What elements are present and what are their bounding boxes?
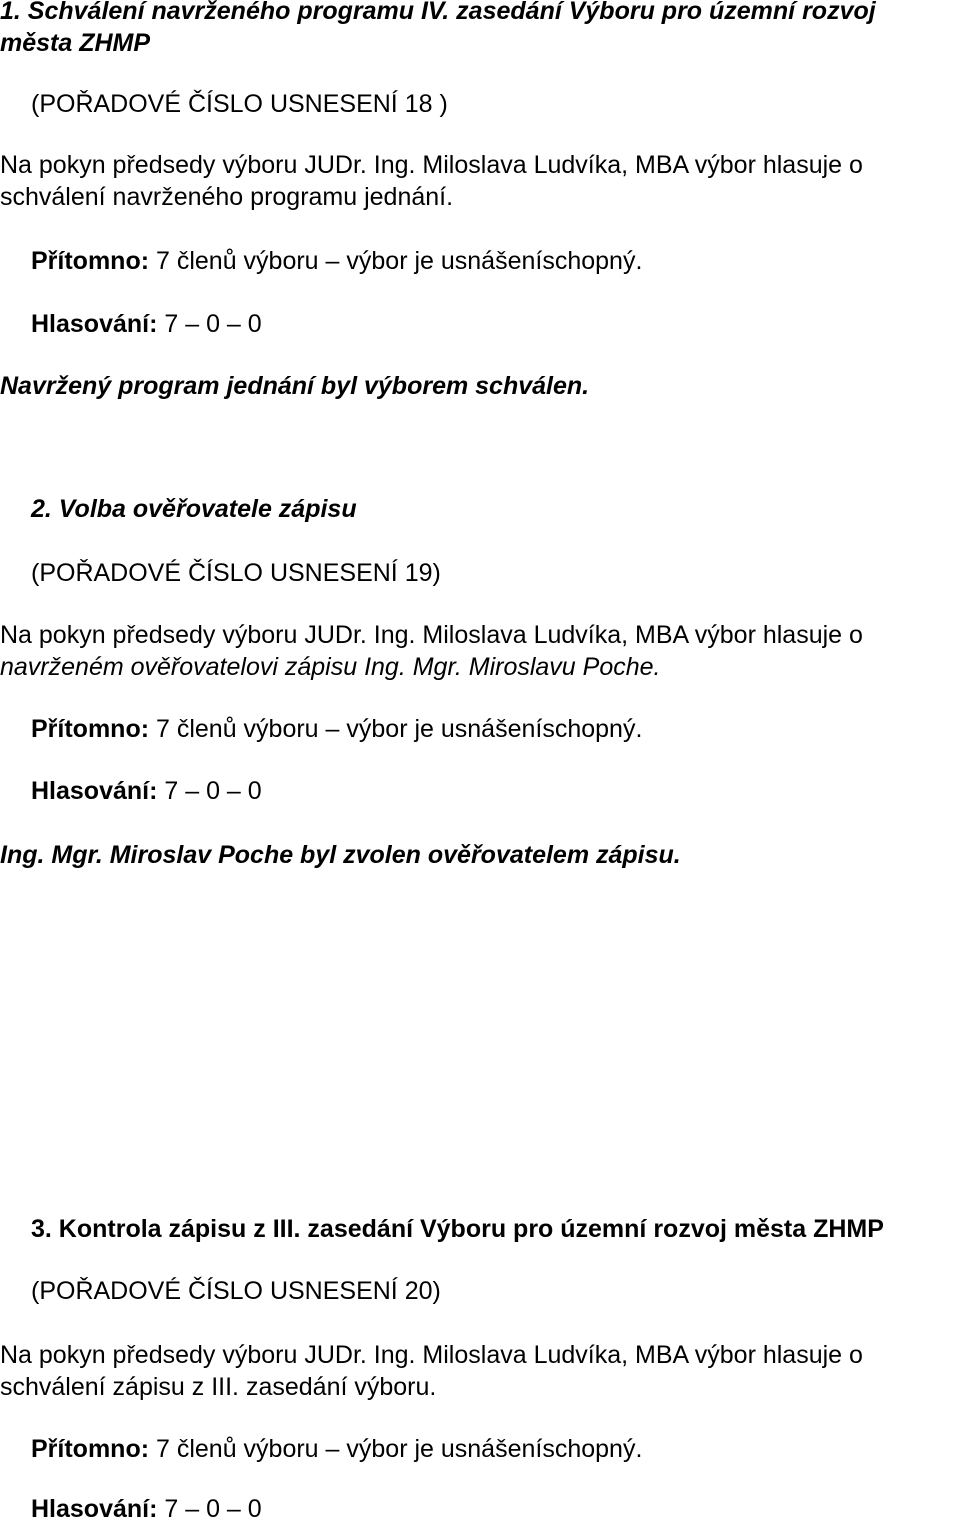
- section2-heading: 2. Volba ověřovatele zápisu: [31, 495, 357, 523]
- section2-present: [31, 714, 642, 745]
- section1-text-line1: Na pokyn předsedy výboru JUDr. Ing. Miloslava Ludvíka, MBA výbor hlasuje o: [0, 151, 863, 179]
- present-text: 7 členů výboru – výbor je usnášeníschopný.: [149, 715, 643, 743]
- present-text: 7 členů výboru – výbor je usnášeníschopný.: [149, 1435, 643, 1463]
- section2-resolution-number: (POŘADOVÉ ČÍSLO USNESENÍ 19): [31, 559, 441, 587]
- section1-resolution-number: (POŘADOVÉ ČÍSLO USNESENÍ 18 ): [31, 90, 448, 118]
- section3-present: [31, 1434, 642, 1465]
- present-label: Přítomno:: [31, 247, 150, 275]
- section2-text-line1: Na pokyn předsedy výboru JUDr. Ing. Miloslava Ludvíka, MBA výbor hlasuje o: [0, 621, 863, 649]
- section2-text-line2: navrženém ověřovatelovi zápisu Ing. Mgr. Miroslavu Poche.: [0, 653, 661, 681]
- vote-label: Hlasování:: [31, 777, 158, 805]
- section1-heading-line1: 1. Schválení navrženého programu IV. zasedání Výboru pro územní rozvoj: [0, 0, 876, 25]
- present-text: 7 členů výboru – výbor je usnášeníschopný.: [149, 247, 643, 275]
- section1-vote: [31, 309, 262, 340]
- present-label: Přítomno:: [31, 715, 150, 743]
- section3-text-line2: schválení zápisu z III. zasedání výboru.: [0, 1373, 437, 1401]
- vote-text: 7 – 0 – 0: [157, 310, 262, 338]
- section2-result: Ing. Mgr. Miroslav Poche byl zvolen ověřovatelem zápisu.: [0, 841, 681, 869]
- section1-text-line2: schválení navrženého programu jednání.: [0, 183, 454, 211]
- section1-present: [31, 246, 642, 277]
- section1-result: Navržený program jednání byl výborem schválen.: [0, 372, 590, 400]
- vote-text: 7 – 0 – 0: [157, 1495, 262, 1523]
- present-label: Přítomno:: [31, 1435, 150, 1463]
- section3-text-line1: Na pokyn předsedy výboru JUDr. Ing. Miloslava Ludvíka, MBA výbor hlasuje o: [0, 1341, 863, 1369]
- vote-label: Hlasování:: [31, 310, 158, 338]
- vote-label: Hlasování:: [31, 1495, 158, 1523]
- section3-heading: 3. Kontrola zápisu z III. zasedání Výboru pro územní rozvoj města ZHMP: [31, 1215, 884, 1243]
- section1-heading-line2: města ZHMP: [0, 29, 151, 57]
- section2-vote: [31, 776, 262, 807]
- section3-vote: [31, 1494, 262, 1525]
- vote-text: 7 – 0 – 0: [157, 777, 262, 805]
- section3-resolution-number: (POŘADOVÉ ČÍSLO USNESENÍ 20): [31, 1277, 441, 1305]
